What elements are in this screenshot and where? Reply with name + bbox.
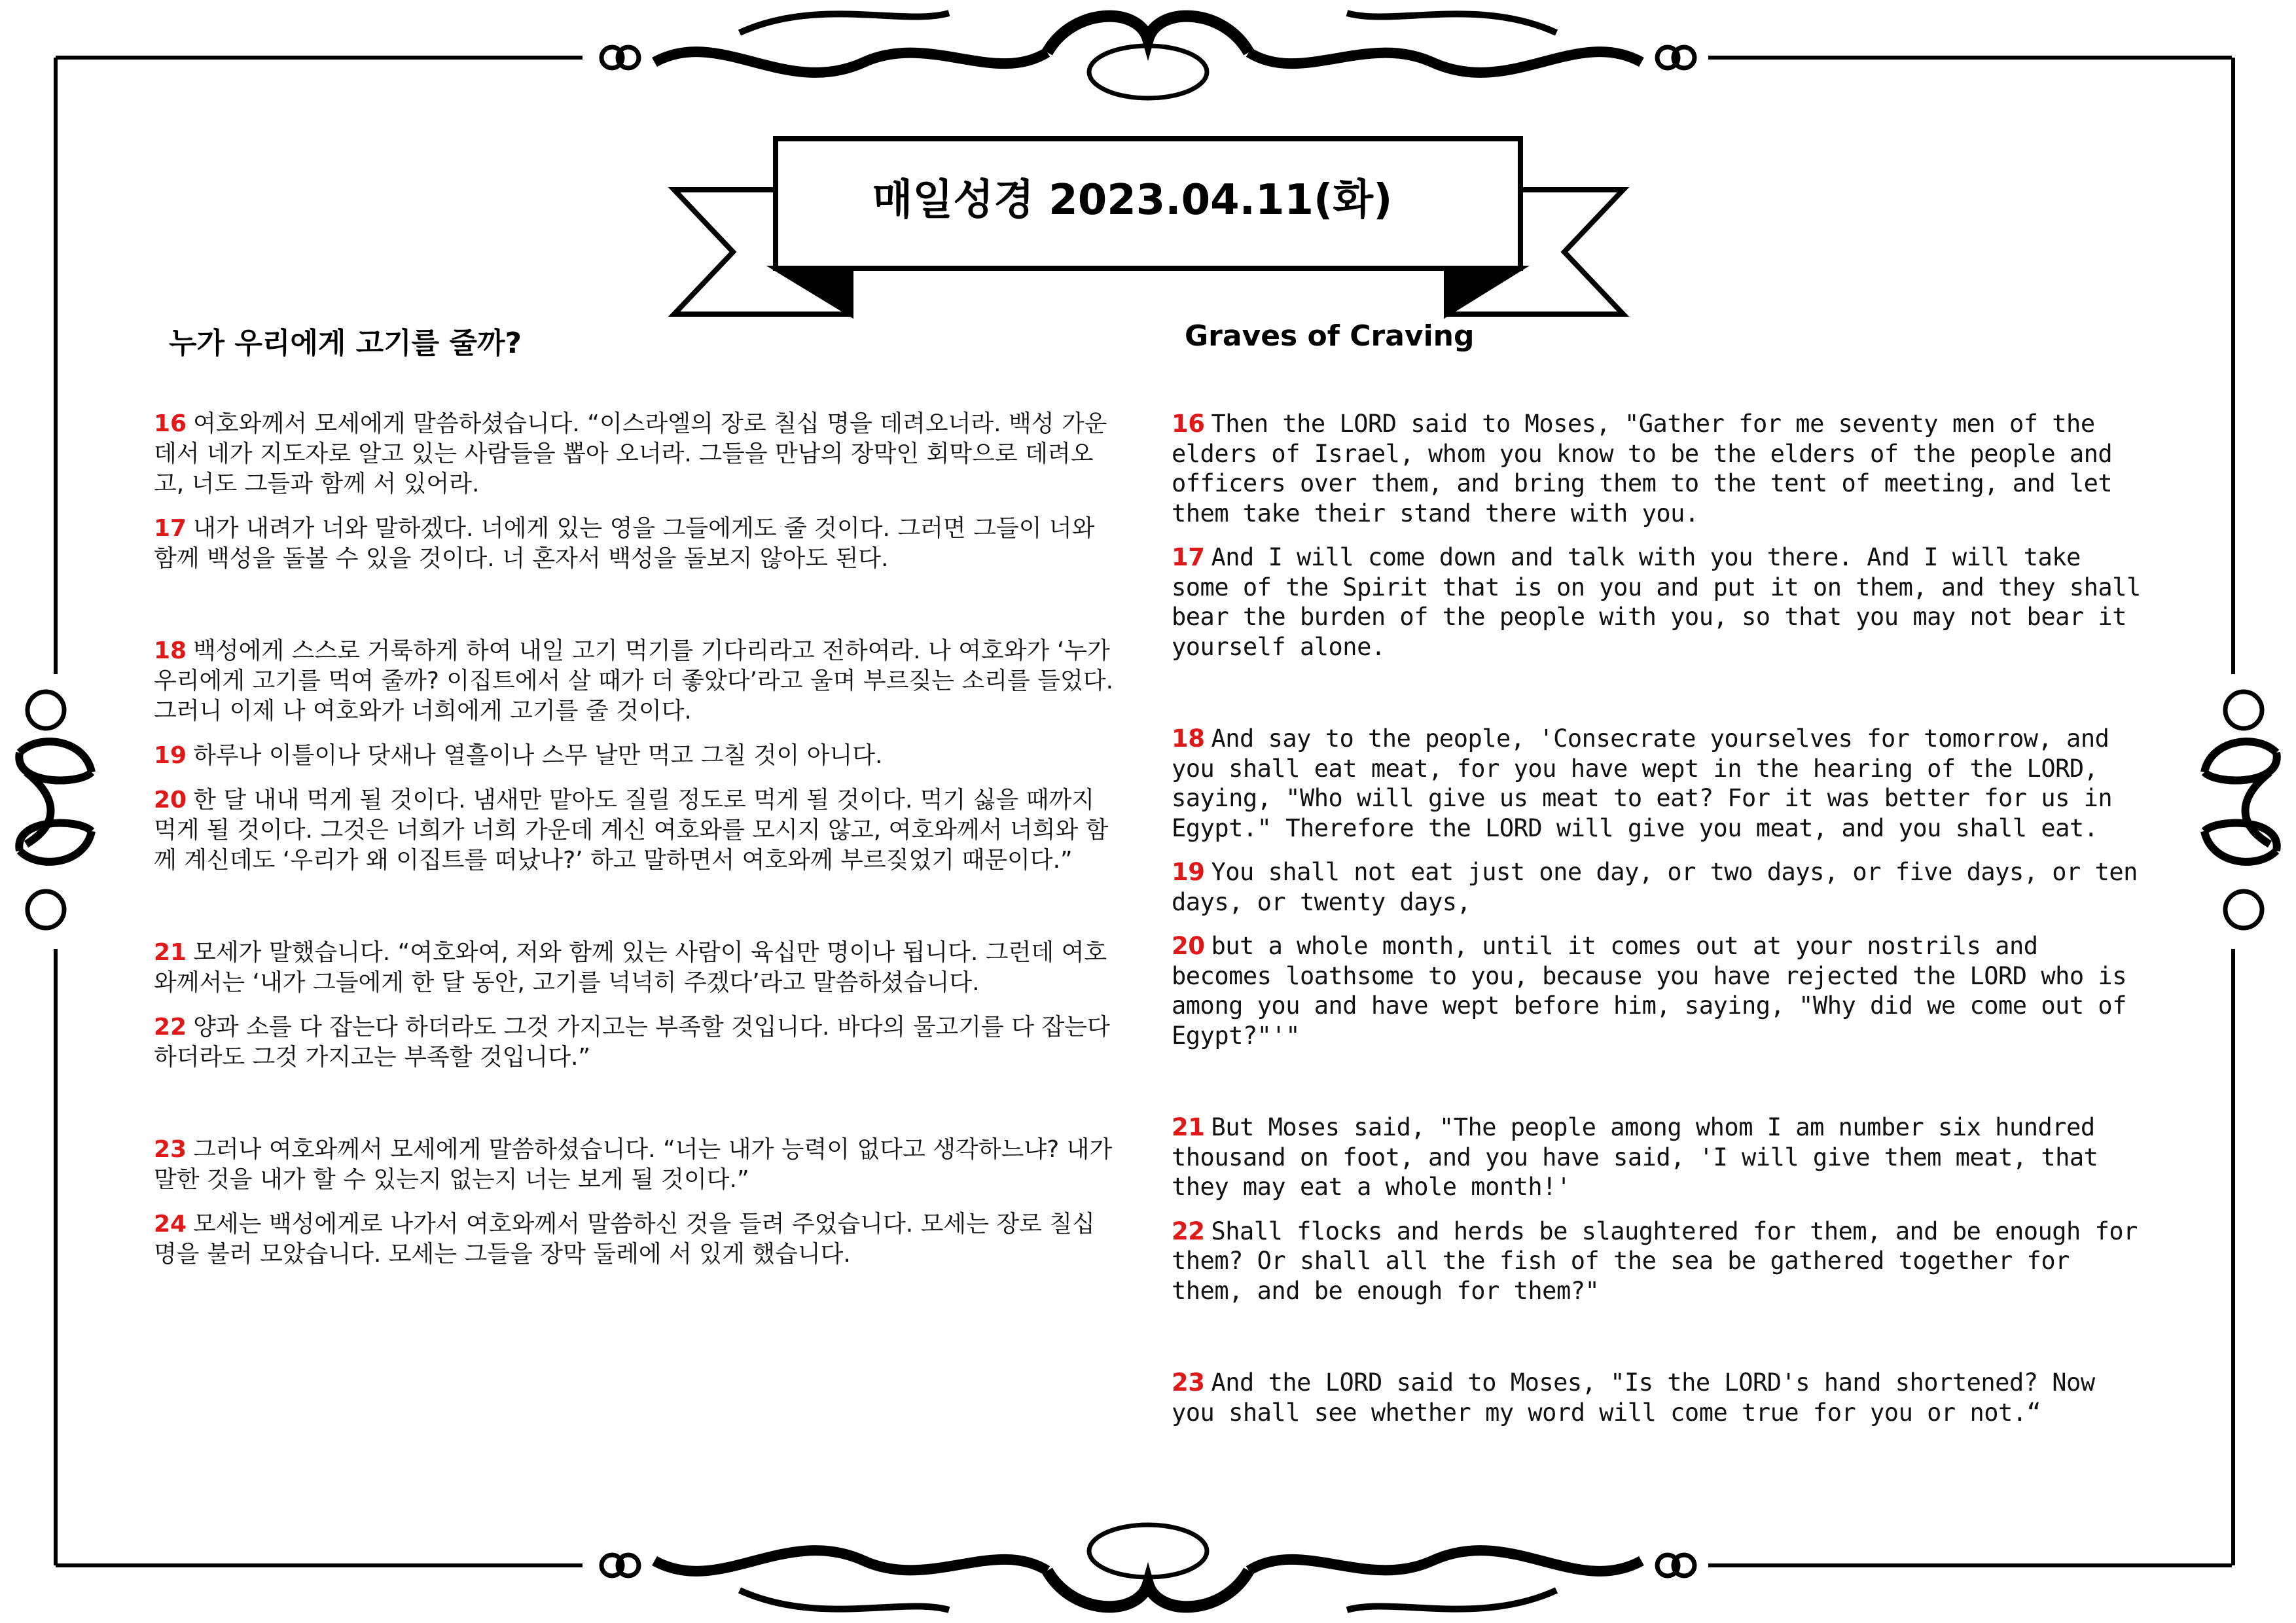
verse-number: 20 bbox=[154, 787, 187, 813]
verse-text: but a whole month, until it comes out at your nostrils and becomes loathsome to you, because you have rejected the LORD who is among you and have wept before him, saying, "Why did we come out of Egypt?"'" bbox=[1172, 932, 2126, 1050]
verse-number: 17 bbox=[154, 515, 187, 542]
verse-en-22 bbox=[1172, 1217, 2147, 1306]
verse-ko-24 bbox=[154, 1209, 1116, 1270]
verse-text: 모세가 말했습니다. “여호와여, 저와 함께 있는 사람이 육십만 명이나 됩니다. 그런데 여호와께서는 ‘내가 그들에게 한 달 동안, 고기를 넉넉히 주겠다’라고 말씀하셨습니다. bbox=[154, 939, 1107, 996]
verse-text: 여호와께서 모세에게 말씀하셨습니다. “이스라엘의 장로 칠십 명을 데려오너라. 백성 가운데서 네가 지도자로 알고 있는 사람들을 뽑아 오너라. 그들을 만남의 장막인 회막으로 데려오고, 너도 그들과 함께 서 있어라. bbox=[154, 410, 1107, 497]
verse-ko-22 bbox=[154, 1012, 1116, 1073]
korean-heading: 누가 우리에게 고기를 줄까? bbox=[169, 327, 522, 360]
verse-number: 20 bbox=[1172, 932, 1205, 960]
verse-number: 19 bbox=[154, 742, 187, 769]
bottom-flourish-icon bbox=[601, 1525, 1695, 1610]
verse-ko-17 bbox=[154, 514, 1116, 574]
verse-text: But Moses said, "The people among whom I am number six hundred thousand on foot, and you have said, 'I will give them meat, that they may eat a whole month!' bbox=[1172, 1113, 2098, 1201]
verse-text: 한 달 내내 먹게 될 것이다. 냄새만 맡아도 질릴 정도로 먹게 될 것이다. 먹기 싫을 때까지 먹게 될 것이다. 그것은 너희가 너희 가운데 계신 여호와를 모시지 않고, 여호와께서 너희와 함께 계신데도 ‘우리가 왜 이집트를 떠났나?’ 하고 말하면서 여호와께 부르짖었기 때문이다.” bbox=[154, 787, 1109, 874]
verse-number: 21 bbox=[154, 939, 187, 966]
english-text-column bbox=[1172, 409, 2147, 1442]
verse-ko-18 bbox=[154, 636, 1116, 726]
verse-number: 18 bbox=[1172, 724, 1205, 753]
verse-text: Then the LORD said to Moses, "Gather for me seventy men of the elders of Israel, whom you know to be the elders of the people and officers over them, and bring them to the tent of meeting, and let them take their stand there with you. bbox=[1172, 410, 2113, 527]
verse-number: 22 bbox=[154, 1014, 187, 1041]
english-heading: Graves of Craving bbox=[1185, 319, 1475, 353]
verse-number: 23 bbox=[154, 1136, 187, 1163]
verse-en-18 bbox=[1172, 724, 2147, 843]
verse-number: 16 bbox=[1172, 410, 1205, 438]
verse-text: Shall flocks and herds be slaughtered for them, and be enough for them? Or shall all the fish of the sea be gathered together for them, and be enough for them?" bbox=[1172, 1217, 2138, 1305]
verse-text: 모세는 백성에게로 나가서 여호와께서 말씀하신 것을 들려 주었습니다. 모세는 장로 칠십 명을 불러 모았습니다. 모세는 그들을 장막 둘레에 서 있게 했습니다. bbox=[154, 1211, 1095, 1268]
verse-text: And the LORD said to Moses, "Is the LORD's hand shortened? Now you shall see whether my word will come true for you or not.“ bbox=[1172, 1368, 2095, 1427]
verse-text: You shall not eat just one day, or two days, or five days, or ten days, or twenty days, bbox=[1172, 858, 2138, 916]
verse-number: 24 bbox=[154, 1211, 187, 1238]
verse-en-21 bbox=[1172, 1113, 2147, 1202]
verse-number: 19 bbox=[1172, 858, 1205, 886]
verse-ko-21 bbox=[154, 938, 1116, 998]
verse-number: 17 bbox=[1172, 543, 1205, 571]
page-title: 매일성경 2023.04.11(화) bbox=[872, 176, 1393, 224]
verse-text: 백성에게 스스로 거룩하게 하여 내일 고기 먹기를 기다리라고 전하여라. 나 여호와가 ‘누가 우리에게 고기를 먹여 줄까? 이집트에서 살 때가 더 좋았다’라고 울며 부르짖는 소리를 들었다. 그러니 이제 나 여호와가 너희에게 고기를 줄 것이다. bbox=[154, 637, 1114, 724]
verse-ko-19 bbox=[154, 741, 1116, 771]
verse-ko-23 bbox=[154, 1135, 1116, 1195]
verse-en-17 bbox=[1172, 543, 2147, 662]
verse-text: 하루나 이틀이나 닷새나 열흘이나 스무 날만 먹고 그칠 것이 아니다. bbox=[193, 742, 883, 769]
verse-text: And I will come down and talk with you there. And I will take some of the Spirit that is on you and put it on them, and they shall bear the burden of the people with you, so that you may not bear it yourself alone. bbox=[1172, 543, 2141, 661]
verse-ko-20 bbox=[154, 785, 1116, 876]
verse-text: 양과 소를 다 잡는다 하더라도 그것 가지고는 부족할 것입니다. 바다의 물고기를 다 잡는다 하더라도 그것 가지고는 부족할 것입니다.” bbox=[154, 1014, 1110, 1071]
verse-number: 23 bbox=[1172, 1368, 1205, 1397]
verse-text: 그러나 여호와께서 모세에게 말씀하셨습니다. “너는 내가 능력이 없다고 생각하느냐? 내가 말한 것을 내가 할 수 있는지 없는지 너는 보게 될 것이다.” bbox=[154, 1136, 1113, 1193]
verse-en-19 bbox=[1172, 857, 2147, 917]
verse-number: 16 bbox=[154, 410, 187, 437]
top-flourish-icon bbox=[601, 13, 1695, 98]
verse-ko-16 bbox=[154, 409, 1116, 499]
verse-text: 내가 내려가 너와 말하겠다. 너에게 있는 영을 그들에게도 줄 것이다. 그러면 그들이 너와 함께 백성을 돌볼 수 있을 것이다. 너 혼자서 백성을 돌보지 않아도 된다. bbox=[154, 515, 1095, 572]
verse-number: 21 bbox=[1172, 1113, 1205, 1141]
verse-en-23 bbox=[1172, 1368, 2147, 1427]
korean-text-column bbox=[154, 409, 1116, 1284]
verse-text: And say to the people, 'Consecrate yourselves for tomorrow, and you shall eat meat, for you have wept in the hearing of the LORD, saying, "Who will give us meat to eat? For it was better for us in Egypt." Therefore the LORD will give you meat, and you shall eat. bbox=[1172, 724, 2113, 842]
verse-en-16 bbox=[1172, 409, 2147, 528]
verse-number: 22 bbox=[1172, 1217, 1205, 1245]
verse-en-20 bbox=[1172, 931, 2147, 1050]
right-flourish-icon bbox=[2204, 692, 2277, 928]
verse-number: 18 bbox=[154, 637, 187, 664]
left-flourish-icon bbox=[19, 692, 92, 928]
